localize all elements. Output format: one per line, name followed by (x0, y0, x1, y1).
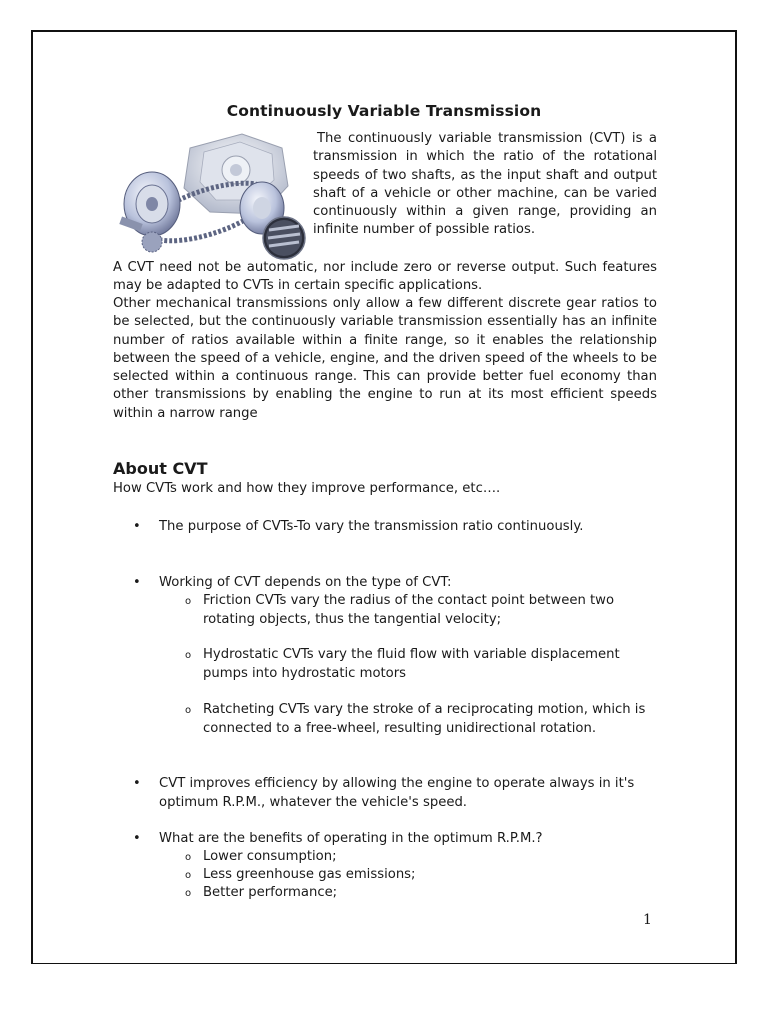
paragraph-ratios: Other mechanical transmissions only allow a few different discrete gear ratios to be selected, but the continuously variable transmission essentially has an infinite number of ratios available within a finite range, so it enables the relationship between the speed of a vehicle, engine, and the driven speed of the wheels to be selected within a continuous range. This can provide better fuel economy than other transmissions by enabling the engine to run at its most efficient speeds within a narrow range (113, 296, 657, 421)
subbullet-friction: o Friction CVTs vary the radius of the contact point between two rotating objects, thus the tangential velocity; (203, 591, 663, 629)
about-subtitle: How CVTs work and how they improve performance, etc…. (113, 481, 501, 496)
cvt-transmission-illustration (112, 130, 308, 262)
intro-paragraph: The continuously variable transmission (CVT) is a transmission in which the ratio of the rotational speeds of two shafts, as the input shaft and output shaft of a vehicle or other machine, can be varied continuously within a given range, providing an infinite number of possible ratios. (313, 131, 657, 238)
subbullet-hydrostatic: o Hydrostatic CVTs vary the fluid flow with variable displacement pumps into hydrostatic motors (203, 645, 663, 683)
paragraph-automatic: A CVT need not be automatic, nor include zero or reverse output. Such features may be adapted to CVTs in certain specific applications. (113, 260, 657, 294)
bullet-purpose: • The purpose of CVTs-To vary the transmission ratio continuously. (159, 517, 659, 536)
subbullet-performance: o Better performance; (203, 883, 663, 902)
subbullet-ratcheting: o Ratcheting CVTs vary the stroke of a reciprocating motion, which is connected to a free-wheel, resulting unidirectional rotation. (203, 700, 663, 738)
about-heading: About CVT (113, 459, 208, 478)
bullet-efficiency: • CVT improves efficiency by allowing the engine to operate always in it's optimum R.P.M., whatever the vehicle's speed. (159, 774, 659, 812)
document-title: Continuously Variable Transmission (226, 102, 542, 121)
page-number: 1 (643, 912, 652, 928)
subbullet-consumption: o Lower consumption; (203, 847, 663, 866)
bullet-working: • Working of CVT depends on the type of CVT: (159, 573, 659, 592)
bullet-benefits: • What are the benefits of operating in the optimum R.P.M.? (159, 829, 659, 848)
subbullet-emissions: o Less greenhouse gas emissions; (203, 865, 663, 884)
